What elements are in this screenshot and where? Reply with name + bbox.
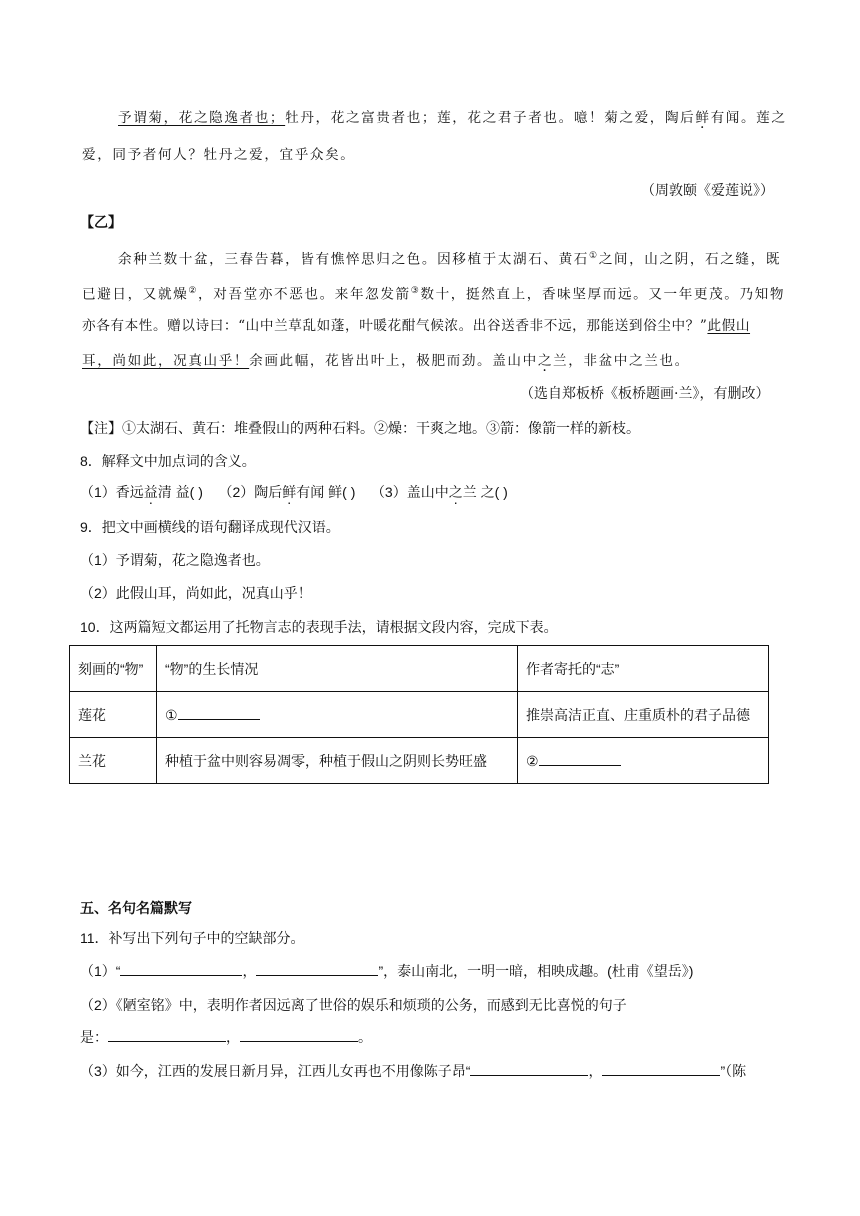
fill-blank[interactable] bbox=[470, 1061, 588, 1076]
answer-blank-1[interactable]: ① bbox=[157, 692, 518, 738]
fill-blank[interactable] bbox=[602, 1061, 720, 1076]
yi-source: （选自郑板桥《板桥题画·兰》，有删改） bbox=[520, 386, 770, 402]
fill-blank[interactable] bbox=[120, 961, 242, 976]
yi-line-3: 亦各有本性。赠以诗曰：“山中兰草乱如蓬，叶暖花酣气候浓。出谷送香非不远，那能送到俗尘中？”此假山 bbox=[82, 318, 751, 334]
q10-table bbox=[69, 645, 769, 784]
yi-line-2: 已避日，又就燥②，对吾堂亦不恶也。来年忽发箭③数十，挺然直上，香味坚厚而远。又一年更茂。乃知物 bbox=[82, 286, 786, 303]
q8-title: 8．解释文中加点词的含义。 bbox=[80, 453, 256, 469]
q10-title: 10．这两篇短文都运用了托物言志的表现手法，请根据文段内容，完成下表。 bbox=[80, 619, 558, 635]
table-row: 兰花 种植于盆中则容易凋零，种植于假山之阴则长势旺盛 ② bbox=[70, 738, 769, 784]
fill-blank[interactable] bbox=[256, 961, 378, 976]
footnote: 【注】①太湖石、黄石：堆叠假山的两种石料。②燥：干爽之地。③箭：像箭一样的新枝。 bbox=[80, 420, 640, 436]
table-row: 莲花 ① 推崇高洁正直、庄重质朴的君子品德 bbox=[70, 692, 769, 738]
yi-line-1: 余种兰数十盆，三春告暮，皆有憔悴思归之色。因移植于太湖石、黄石①之间，山之阴，石之缝，既 bbox=[118, 251, 782, 268]
jia-underlined-sentence: 予谓菊，花之隐逸者也； bbox=[118, 110, 286, 126]
q9-item-1: （1）予谓菊，花之隐逸者也。 bbox=[80, 552, 270, 568]
section-5-heading: 五、名句名篇默写 bbox=[80, 900, 192, 916]
q8-items: （1）香远益清 益( ) （2）陶后鲜有闻 鲜( ) （3）盖山中之兰 之( ) bbox=[80, 484, 508, 500]
q11-item-3: （3）如今，江西的发展日新月异，江西儿女再也不用像陈子昂“ ， ”（陈 bbox=[80, 1063, 747, 1079]
yi-heading: 【乙】 bbox=[80, 215, 122, 231]
jia-source: （周敦颐《爱莲说》） bbox=[641, 183, 774, 199]
yi-line-4: 耳，尚如此，况真山乎！余画此幅，花皆出叶上，极肥而劲。盖山中之兰，非盆中之兰也。 bbox=[82, 353, 690, 369]
dotted-char: 鲜 bbox=[695, 110, 711, 126]
q9-title: 9．把文中画横线的语句翻译成现代汉语。 bbox=[80, 519, 340, 535]
q9-item-2: （2）此假山耳，尚如此，况真山乎！ bbox=[80, 585, 312, 601]
fill-blank[interactable] bbox=[108, 1027, 226, 1042]
q11-item-2-answer: 是： ， 。 bbox=[80, 1029, 372, 1045]
answer-blank-2[interactable]: ② bbox=[518, 738, 769, 784]
q11-item-2: （2）《陋室铭》中，表明作者因远离了世俗的娱乐和烦琐的公务，而感到无比喜悦的句子 bbox=[80, 997, 627, 1013]
fill-blank[interactable] bbox=[240, 1027, 358, 1042]
table-header-row: 刻画的“物” “物”的生长情况 作者寄托的“志” bbox=[70, 646, 769, 692]
q11-title: 11．补写出下列句子中的空缺部分。 bbox=[80, 930, 305, 946]
jia-line-2: 爱，同予者何人？牡丹之爱，宜乎众矣。 bbox=[82, 147, 356, 163]
q11-item-1: （1）“ ， ”，泰山南北，一明一暗，相映成趣。(杜甫《望岳》) bbox=[80, 963, 694, 979]
jia-line-1: 予谓菊，花之隐逸者也；牡丹，花之富贵者也；莲，花之君子者也。噫！菊之爱，陶后鲜有闻。莲之 bbox=[118, 110, 787, 126]
